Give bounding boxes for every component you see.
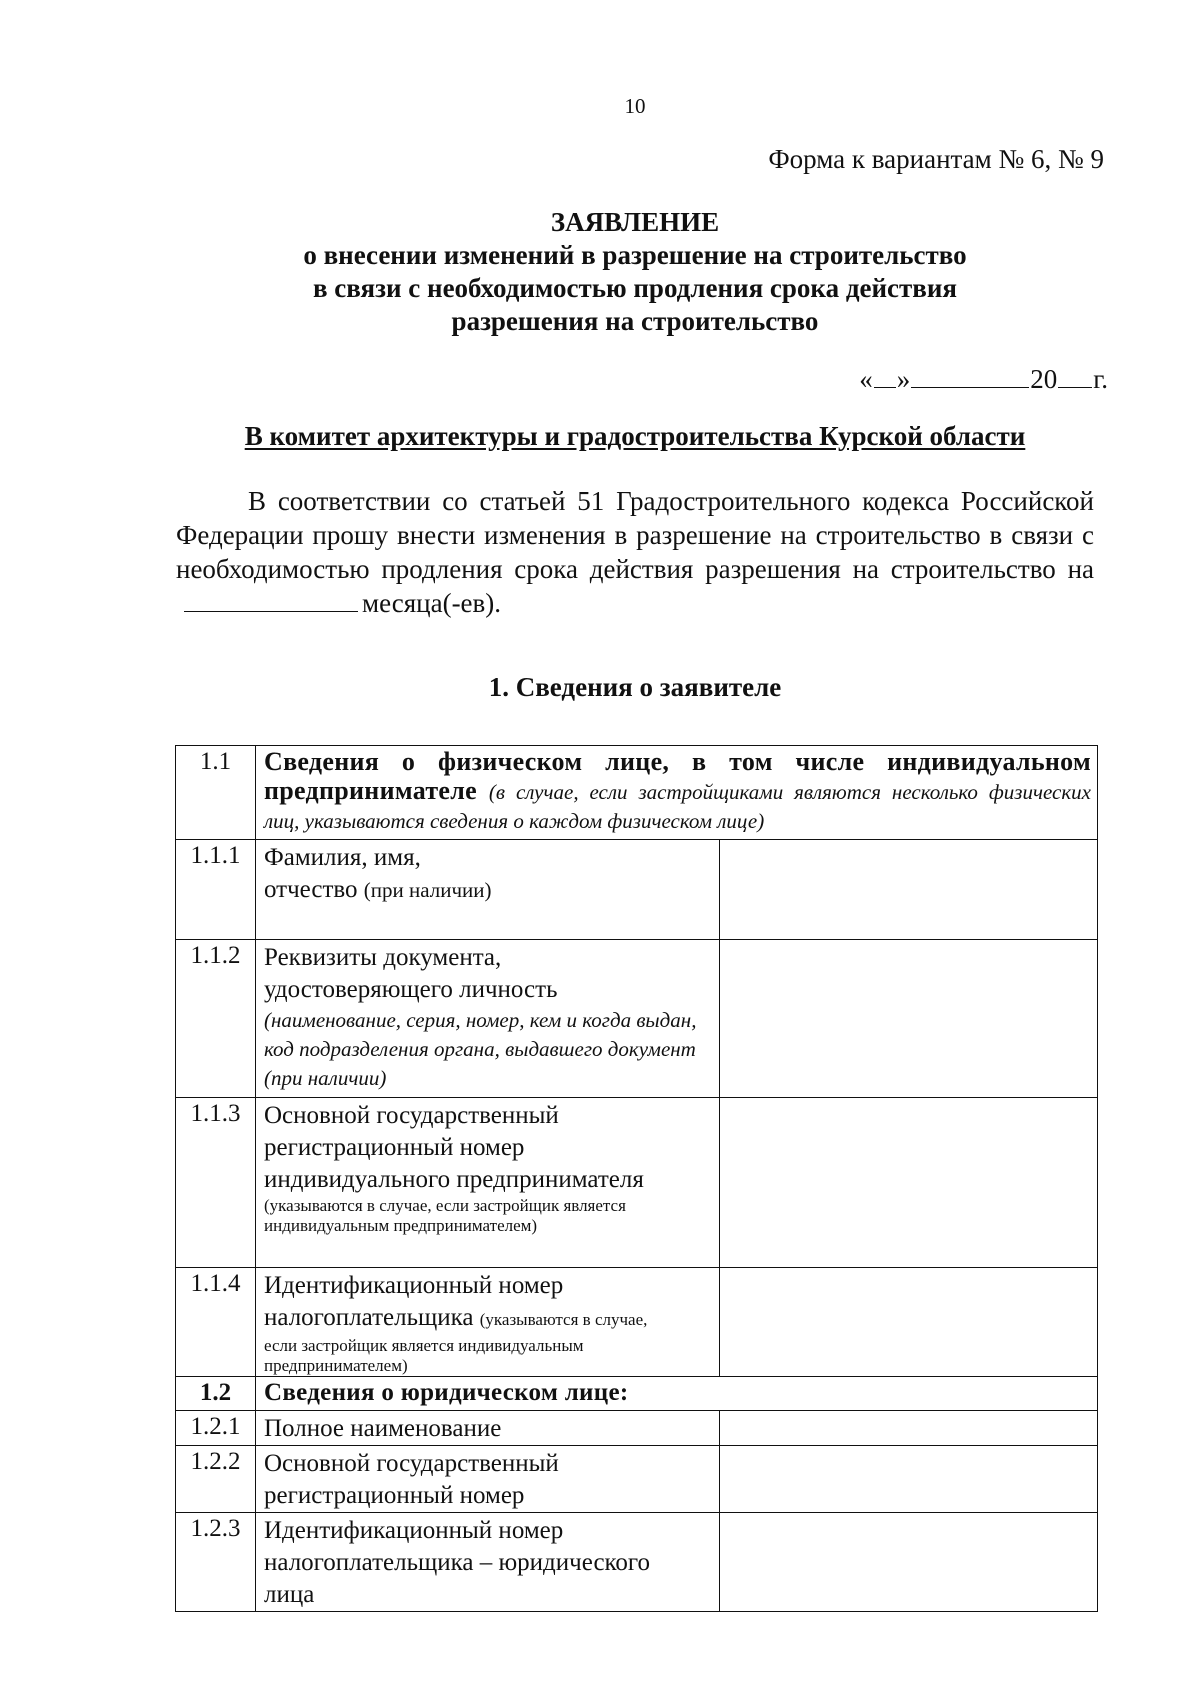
request-na: на <box>1067 554 1094 584</box>
table-row-1-1-3 <box>176 1098 1098 1268</box>
row-number: 1.1 <box>176 746 256 840</box>
table-row-1-1-2 <box>176 940 1098 1098</box>
row-title: Сведения о юридическом лице: <box>256 1377 1098 1411</box>
full-name-legal-value-cell[interactable] <box>720 1411 1098 1446</box>
request-text: В соответствии со статьей 51 Градостроительного кодекса Российской Федерации прошу внести изменения в разрешение на строительство в связи с необходимостью продления срока действия разрешения на строительство <box>176 486 1094 584</box>
month-blank[interactable] <box>911 363 1029 388</box>
section-1-title: 1. Сведения о заявителе <box>488 672 782 702</box>
months-blank[interactable] <box>184 589 358 612</box>
year-suffix: г. <box>1093 364 1108 394</box>
row-label: Фамилия, имя, отчество (при наличии) <box>256 840 720 940</box>
year-prefix: 20 <box>1030 364 1058 394</box>
row-label: Реквизиты документа, удостоверяющего личность (наименование, серия, номер, кем и когда выдан, код подразделения органа, выдавшего документ (при наличии) <box>256 940 720 1098</box>
form-variant-label: Форма к вариантам № 6, № 9 <box>768 144 1104 174</box>
full-name-value-cell[interactable] <box>720 840 1098 940</box>
row-number: 1.1.2 <box>176 940 256 1098</box>
request-months: месяца(-ев). <box>362 588 502 618</box>
inn-individual-value-cell[interactable] <box>720 1268 1098 1377</box>
year-blank[interactable] <box>1058 363 1092 388</box>
table-row-1-1-1 <box>176 840 1098 940</box>
table-row-1-1-4 <box>176 1268 1098 1377</box>
ogrn-value-cell[interactable] <box>720 1446 1098 1513</box>
row-note: (в случае, если застройщиками являются несколько физических лиц, указываются сведения о каждом физическом лице) <box>264 780 1091 833</box>
addressee: В комитет архитектуры и градостроительства Курской области <box>244 421 1026 451</box>
inn-legal-value-cell[interactable] <box>720 1513 1098 1612</box>
row-label: Основной государственный регистрационный номер индивидуального предпринимателя (указываются в случае, если застройщик является индивидуальным предпринимателем) <box>256 1098 720 1268</box>
row-number: 1.1.3 <box>176 1098 256 1268</box>
table-row-1-2-1 <box>176 1411 1098 1446</box>
heading-title: ЗАЯВЛЕНИЕ <box>550 207 720 237</box>
row-label: Идентификационный номер налогоплательщика (указываются в случае, если застройщик является индивидуальным предпринимателем) <box>256 1268 720 1377</box>
date-field <box>859 363 1108 395</box>
id-document-value-cell[interactable] <box>720 940 1098 1098</box>
date-open-quote: « <box>859 364 873 394</box>
row-label: Идентификационный номер налогоплательщика – юридического лица <box>256 1513 720 1612</box>
applicant-info-table <box>175 745 1098 1612</box>
row-title: Сведения о физическом лице, в том числе индивидуальном предпринимателе <box>264 747 1091 805</box>
date-close-quote: » <box>896 364 911 394</box>
heading-subtitle-line-1: о внесении изменений в разрешение на строительство <box>303 240 967 270</box>
row-number: 1.1.4 <box>176 1268 256 1377</box>
table-row-1-2 <box>176 1377 1098 1411</box>
heading-subtitle-line-3: разрешения на строительство <box>451 306 819 336</box>
row-number: 1.2.3 <box>176 1513 256 1612</box>
document-heading <box>0 206 1200 338</box>
row-label <box>256 746 1098 840</box>
row-label: Полное наименование <box>256 1411 720 1446</box>
ogrnip-value-cell[interactable] <box>720 1098 1098 1268</box>
table-row-1-2-3 <box>176 1513 1098 1612</box>
page-number: 10 <box>624 94 646 118</box>
table-row-1-2-2 <box>176 1446 1098 1513</box>
row-label: Основной государственный регистрационный номер <box>256 1446 720 1513</box>
row-number: 1.1.1 <box>176 840 256 940</box>
row-number: 1.2 <box>176 1377 256 1411</box>
day-blank[interactable] <box>874 363 896 388</box>
heading-subtitle-line-2: в связи с необходимостью продления срока действия <box>312 273 958 303</box>
row-number: 1.2.2 <box>176 1446 256 1513</box>
request-paragraph <box>176 484 1094 620</box>
row-number: 1.2.1 <box>176 1411 256 1446</box>
table-row-1-1 <box>176 746 1098 840</box>
